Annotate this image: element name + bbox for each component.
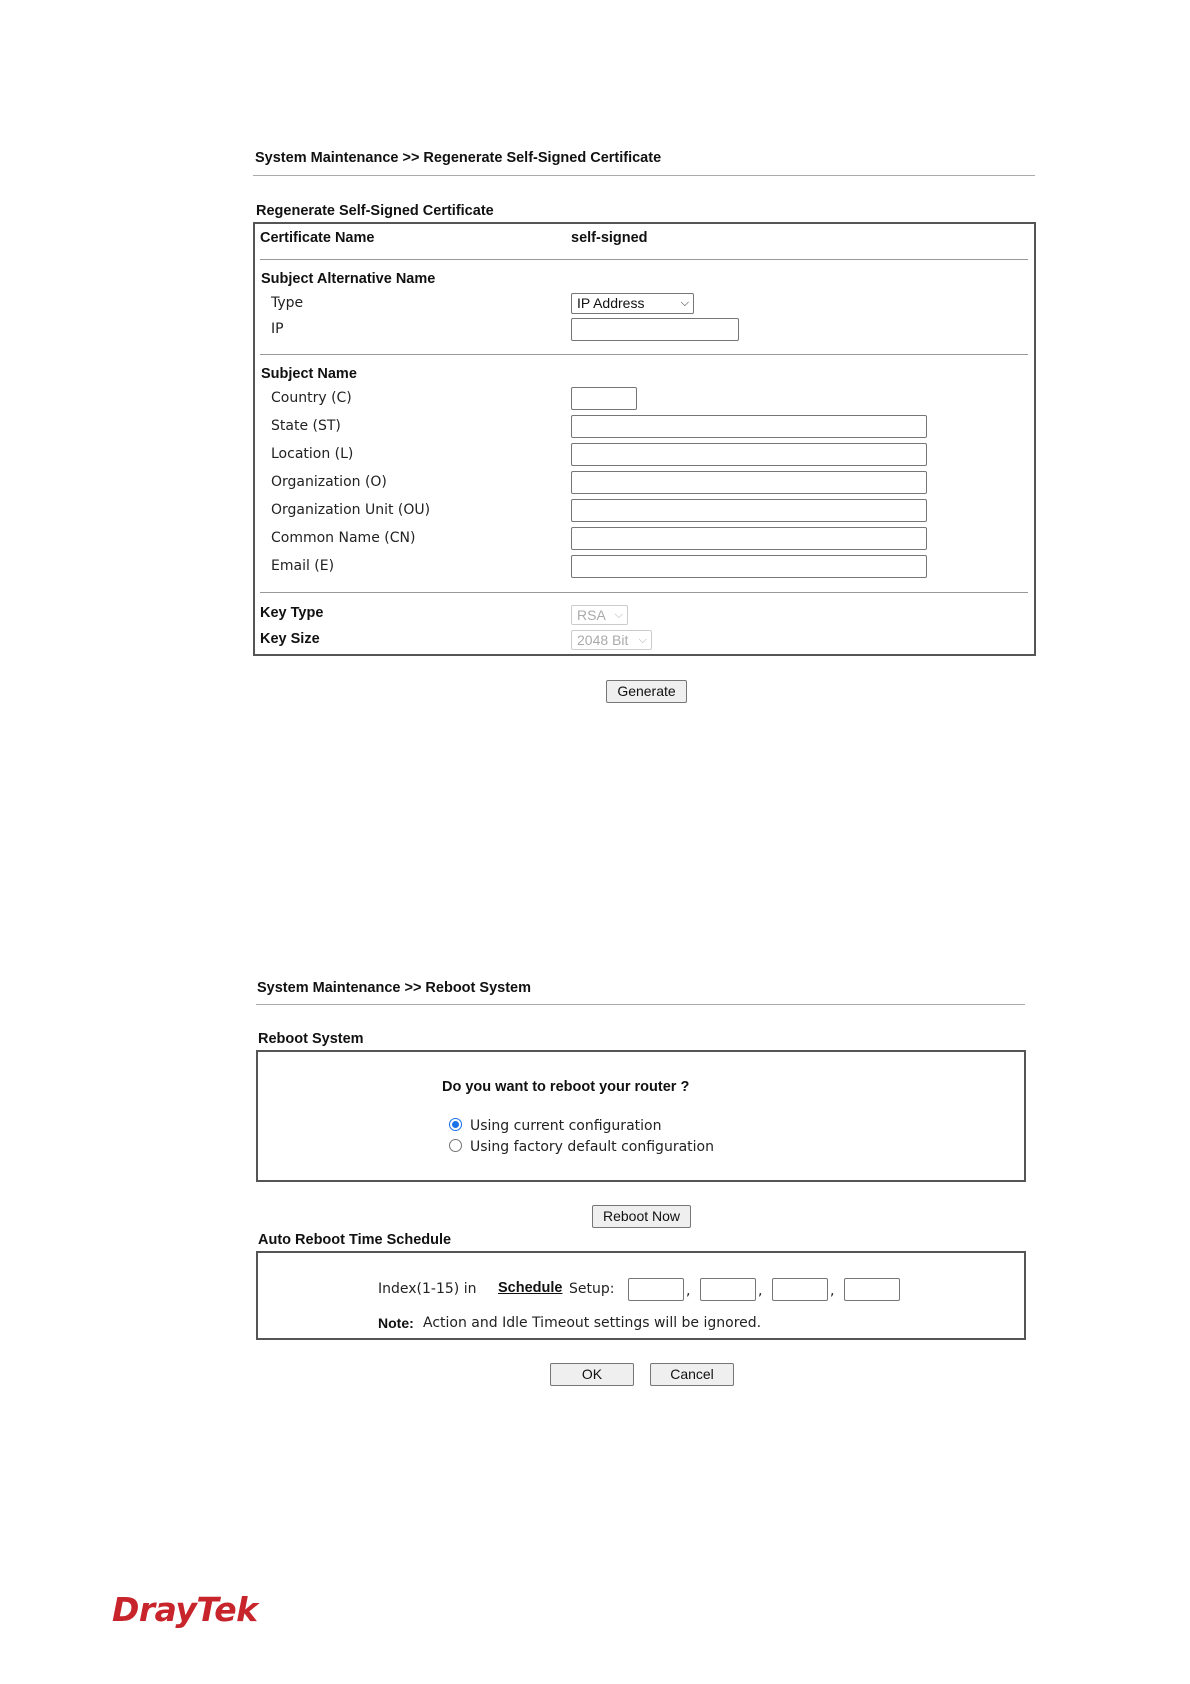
index-label: Index(1-15) in (378, 1281, 477, 1297)
email-input[interactable] (571, 555, 927, 578)
radio-factory-default[interactable] (449, 1139, 462, 1152)
ok-button[interactable]: OK (550, 1363, 634, 1386)
option-current-label: Using current configuration (470, 1118, 662, 1134)
key-size-select (571, 630, 652, 650)
schedule-link[interactable]: Schedule (498, 1280, 563, 1296)
email-label: Email (E) (271, 558, 335, 574)
key-size-value: 2048 Bit (577, 632, 629, 648)
key-type-select (571, 605, 628, 625)
schedule-index-4-input[interactable] (844, 1278, 900, 1301)
common-name-label: Common Name (CN) (271, 530, 416, 546)
ip-input[interactable] (571, 318, 739, 341)
type-label: Type (271, 295, 304, 311)
location-input[interactable] (571, 443, 927, 466)
generate-button[interactable]: Generate (606, 680, 687, 703)
type-select-value: IP Address (577, 295, 645, 311)
chevron-down-icon: ⌵ (680, 297, 689, 309)
divider (260, 592, 1028, 593)
state-label: State (ST) (271, 418, 341, 434)
schedule-index-1-input[interactable] (628, 1278, 684, 1301)
reboot-header-rule (256, 1004, 1025, 1005)
setup-label: Setup: (569, 1281, 615, 1297)
comma-separator: , (686, 1283, 691, 1299)
schedule-index-2-input[interactable] (700, 1278, 756, 1301)
reboot-now-button[interactable]: Reboot Now (592, 1205, 691, 1228)
cert-breadcrumb: System Maintenance >> Regenerate Self-Signed Certificate (255, 150, 662, 166)
common-name-input[interactable] (571, 527, 927, 550)
note-label: Note: (378, 1315, 414, 1331)
organization-label: Organization (O) (271, 474, 387, 490)
auto-reboot-title: Auto Reboot Time Schedule (258, 1232, 452, 1248)
organization-input[interactable] (571, 471, 927, 494)
comma-separator: , (830, 1283, 835, 1299)
cert-name-value: self-signed (571, 230, 648, 246)
country-input[interactable] (571, 387, 637, 410)
org-unit-input[interactable] (571, 499, 927, 522)
state-input[interactable] (571, 415, 927, 438)
key-type-value: RSA (577, 607, 606, 623)
divider (260, 354, 1028, 355)
option-factory-label: Using factory default configuration (470, 1139, 714, 1155)
comma-separator: , (758, 1283, 763, 1299)
key-size-label: Key Size (260, 631, 320, 647)
org-unit-label: Organization Unit (OU) (271, 502, 431, 518)
draytek-logo: DrayTek (112, 1590, 258, 1629)
schedule-index-3-input[interactable] (772, 1278, 828, 1301)
country-label: Country (C) (271, 390, 352, 406)
auto-reboot-box (256, 1251, 1026, 1340)
cancel-button[interactable]: Cancel (650, 1363, 734, 1386)
type-select[interactable] (571, 293, 694, 314)
divider (260, 259, 1028, 260)
radio-current-config[interactable] (449, 1118, 462, 1131)
subject-title: Subject Name (261, 366, 357, 382)
ip-label: IP (271, 321, 284, 337)
san-title: Subject Alternative Name (261, 271, 436, 287)
location-label: Location (L) (271, 446, 354, 462)
note-text: Action and Idle Timeout settings will be ignored. (423, 1315, 762, 1331)
reboot-breadcrumb: System Maintenance >> Reboot System (257, 980, 531, 996)
cert-section-title: Regenerate Self-Signed Certificate (256, 203, 494, 219)
key-type-label: Key Type (260, 605, 324, 621)
chevron-down-icon: ⌵ (614, 609, 623, 621)
reboot-box (256, 1050, 1026, 1182)
cert-form-box (253, 222, 1036, 656)
cert-header-rule (253, 175, 1035, 176)
reboot-question: Do you want to reboot your router ? (442, 1079, 690, 1095)
reboot-section-title: Reboot System (258, 1031, 364, 1047)
cert-name-label: Certificate Name (260, 230, 375, 246)
chevron-down-icon: ⌵ (638, 634, 647, 646)
